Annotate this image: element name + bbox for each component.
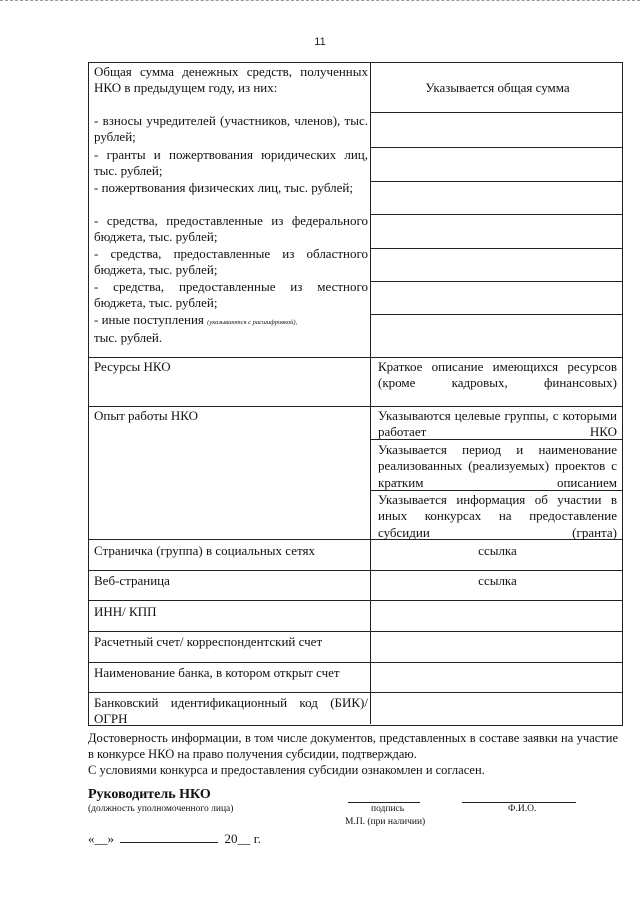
agreement-line: С условиями конкурса и предоставления субсидии ознакомлен и согласен.	[88, 763, 485, 777]
finance-individuals-label: - пожертвования физических лиц, тыс. рублей;	[94, 180, 353, 195]
finance-founders-label: - взносы учредителей (участников, членов), тыс. рублей;	[94, 113, 368, 145]
row-divider	[88, 692, 623, 693]
social-link: ссылка	[478, 543, 517, 558]
finance-regional-label: - средства, предоставленные из областного бюджета, тыс. рублей;	[94, 246, 368, 278]
date-year-blank: __	[237, 831, 251, 846]
finance-other-unit: тыс. рублей.	[94, 330, 163, 345]
row-divider	[88, 406, 623, 407]
finance-federal-label: - средства, предоставленные из федерального бюджета, тыс. рублей;	[94, 213, 368, 245]
finance-other-label	[94, 312, 368, 331]
sub-divider	[370, 147, 623, 148]
account-label: Расчетный счет/ корреспондентский счет	[94, 634, 323, 649]
date-month-blank	[120, 830, 218, 843]
website-label: Веб-страница	[94, 573, 170, 588]
experience-projects: Указывается период и наименование реализованных (реализуемых) проектов с кратким описанием	[378, 442, 617, 490]
fio-line	[462, 802, 576, 803]
column-divider	[370, 62, 371, 724]
resources-label: Ресурсы НКО	[94, 359, 171, 374]
website-link: ссылка	[478, 573, 517, 588]
sub-divider	[370, 248, 623, 249]
bank-label: Наименование банка, в котором открыт счет	[94, 665, 340, 680]
experience-contests: Указывается информация об участии в иных конкурсах на предоставление субсидии (гранта)	[378, 492, 617, 540]
confirmation-line: Достоверность информации, в том числе документов, представленных в составе заявки на участие в конкурсе НКО на право получения субсидии, подтверждаю.	[88, 731, 618, 761]
finance-other-text: - иные поступления	[94, 312, 204, 327]
sub-divider	[370, 112, 623, 113]
finance-total-value: Указывается общая сумма	[425, 80, 570, 95]
experience-label: Опыт работы НКО	[94, 408, 199, 423]
date-year-prefix: 20	[224, 831, 238, 846]
top-dashed-border	[0, 0, 640, 2]
date-open: «	[88, 831, 95, 846]
row-divider	[88, 631, 623, 632]
sign-label: подпись	[371, 804, 405, 814]
date-suffix: г.	[253, 831, 261, 846]
resources-value: Краткое описание имеющихся ресурсов (кроме кадровых, финансовых)	[378, 359, 617, 391]
finance-other-note: (указываются с расшифровкой),	[207, 319, 298, 326]
experience-target-groups: Указываются целевые группы, с которыми работает НКО	[378, 408, 617, 440]
social-label: Страничка (группа) в социальных сетях	[94, 543, 315, 558]
position-note: (должность уполномоченного лица)	[88, 804, 234, 814]
date-field	[88, 830, 261, 847]
row-divider	[88, 662, 623, 663]
finance-total-label: Общая сумма денежных средств, полученных НКО в предыдущем году, из них:	[94, 64, 368, 96]
fio-label: Ф.И.О.	[508, 804, 537, 814]
finance-legal-grants-label: - гранты и пожертвования юридических лиц, тыс. рублей;	[94, 147, 368, 179]
sub-divider	[370, 314, 623, 315]
sub-divider	[370, 214, 623, 215]
row-divider	[88, 570, 623, 571]
sub-divider	[370, 281, 623, 282]
confirmation-statement	[88, 730, 618, 778]
date-day: __	[94, 831, 108, 846]
row-divider	[88, 357, 623, 358]
bik-label: Банковский идентификационный код (БИК)/ОГРН	[94, 695, 368, 727]
page-number: 11	[314, 36, 326, 48]
inn-label: ИНН/ КПП	[94, 604, 157, 619]
date-close: »	[107, 831, 114, 846]
stamp-label: М.П. (при наличии)	[345, 817, 426, 827]
sub-divider	[370, 181, 623, 182]
signature-title: Руководитель НКО	[88, 787, 211, 802]
signature-line	[348, 802, 420, 803]
finance-local-label: - средства, предоставленные из местного бюджета, тыс. рублей;	[94, 279, 368, 311]
row-divider	[88, 600, 623, 601]
